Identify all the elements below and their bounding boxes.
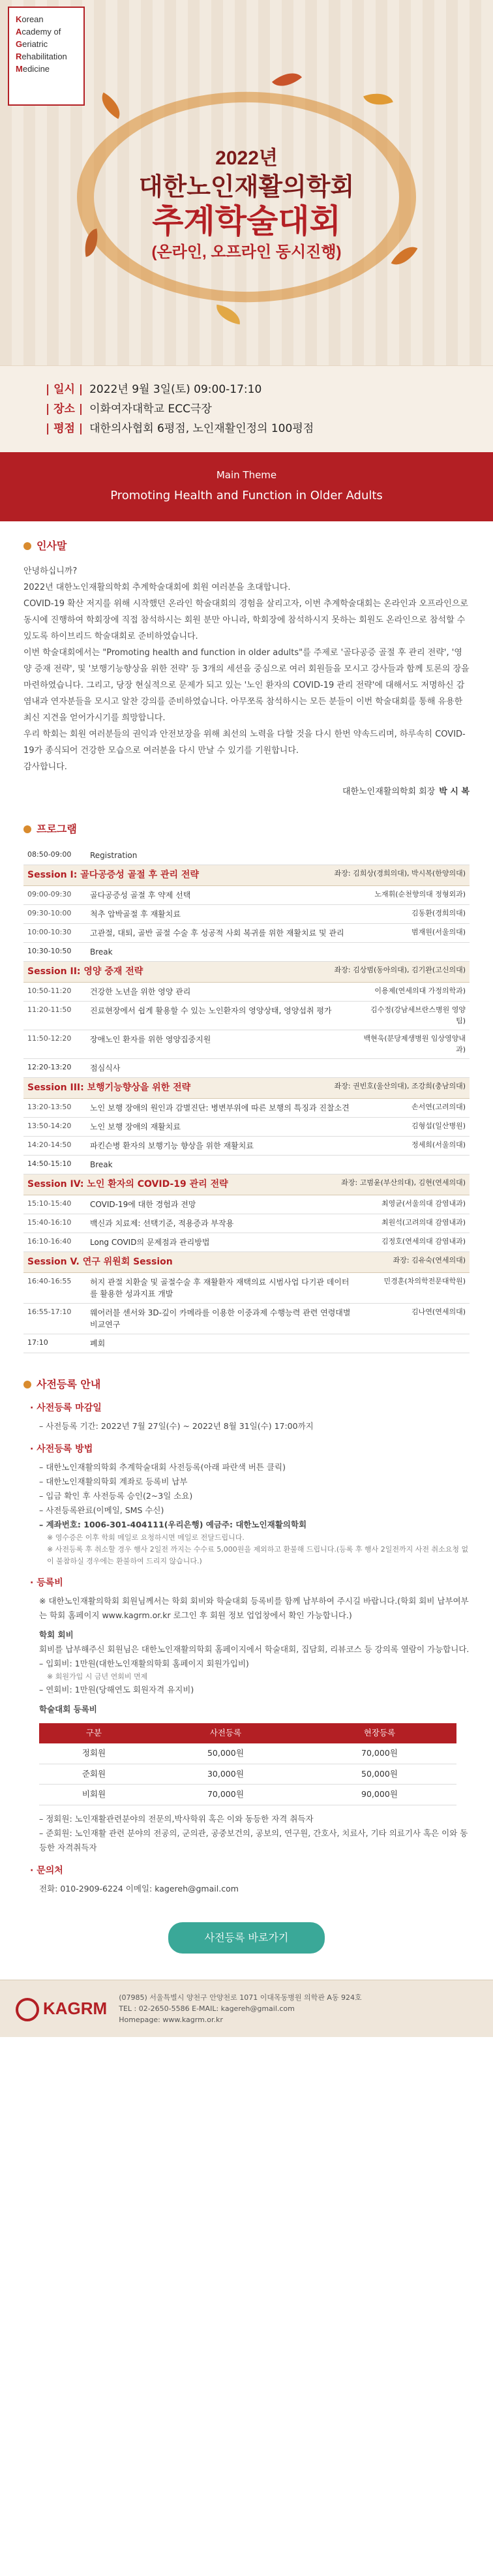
membership-title: 학회 회비: [39, 1630, 74, 1640]
program-speaker: 민경훈(차의학전문대학원): [359, 1273, 470, 1304]
hero-banner: [0, 0, 493, 365]
session-title: Session III: 보행기능향상을 위한 전략: [27, 1082, 191, 1093]
program-time: 12:20-13:20: [23, 1059, 86, 1078]
program-section: [0, 805, 493, 1360]
program-title: Registration: [86, 846, 359, 865]
session-header-row: [23, 1174, 470, 1195]
session-chair: 좌장: 고범윤(부산의대), 김현(연세의대): [341, 1178, 466, 1187]
program-title: 고관절, 대퇴, 골반 골절 수술 후 성공적 사회 복귀를 위한 재활치료 및 관리: [86, 924, 359, 943]
session-chair: 좌장: 김상범(동아의대), 김기완(고신의대): [334, 966, 466, 974]
greeting-paragraph: 안녕하십니까?: [23, 566, 78, 576]
program-time: 13:50-14:20: [23, 1118, 86, 1137]
event-subtitle: (온라인, 오프라인 동시진행): [151, 243, 342, 261]
program-speaker: 김수정(강남세브란스병원 영양팀): [359, 1002, 470, 1030]
program-title: 파킨슨병 환자의 보행기능 향상을 위한 재활치료: [86, 1137, 359, 1156]
program-title: 장애노인 환자를 위한 영양집중지원: [86, 1030, 359, 1059]
event-title: 추계학술대회: [152, 203, 341, 239]
table-row: [23, 886, 470, 905]
program-time: 13:20-13:50: [23, 1099, 86, 1118]
program-time: 14:20-14:50: [23, 1137, 86, 1156]
bullet-dot-icon: [23, 825, 31, 833]
greeting-paragraph: 2022년 대한노인재활의학회 추계학술대회에 회원 여러분을 초대합니다.: [23, 582, 291, 592]
logo-line: Rehabilitation: [16, 52, 67, 61]
program-time: 16:40-16:55: [23, 1273, 86, 1304]
session-title: Session I: 골다공증성 골절 후 관리 전략: [27, 870, 199, 880]
method-line: – 입금 확인 후 사전등록 승인(2~3일 소요): [39, 1491, 193, 1501]
logo-line: Geriatric: [16, 39, 48, 49]
session-title: Session V. 연구 위원회 Session: [27, 1257, 173, 1267]
session-title: Session IV: 노인 환자의 COVID-19 관리 전략: [27, 1179, 228, 1189]
program-time: 15:40-16:10: [23, 1214, 86, 1233]
program-time: 09:00-09:30: [23, 886, 86, 905]
program-speaker: [359, 1334, 470, 1353]
program-speaker: 정세희(서울의대): [359, 1137, 470, 1156]
table-row: [23, 1059, 470, 1078]
deadline-title: · 사전등록 마감일: [30, 1403, 102, 1413]
fee-header: 현장등록: [303, 1723, 456, 1743]
program-title: 노인 보행 장애의 재활치료: [86, 1118, 359, 1137]
program-title: 골다공증성 골절 후 약제 선택: [86, 886, 359, 905]
kagrm-logo-icon: [16, 1998, 39, 2021]
session-chair: 좌장: 김희상(경희의대), 박시복(한양의대): [334, 869, 466, 878]
membership-line: – 입회비: 1만원(대한노인재활의학회 홈페이지 회원가입비): [39, 1659, 249, 1668]
table-row: 비회원 70,000원 90,000원: [39, 1785, 456, 1805]
program-time: 14:50-15:10: [23, 1156, 86, 1174]
program-speaker: 이용제(연세의대 가정의학과): [359, 983, 470, 1002]
program-speaker: 김정호(연세의대 감염내과): [359, 1233, 470, 1252]
program-title: 백신과 치료제: 선택기준, 적용증과 부작용: [86, 1214, 359, 1233]
program-title: 허지 관절 치환술 및 골절수술 후 재활환자 재택의료 시범사업 다기관 데이터를 활용한 성과지표 개발: [86, 1273, 359, 1304]
table-row: [23, 1304, 470, 1334]
fee-header: 사전등록: [149, 1723, 303, 1743]
method-line: – 대한노인재활의학회 추계학술대회 사전등록(아래 파란색 버튼 클릭): [39, 1462, 286, 1472]
program-time: 08:50-09:00: [23, 846, 86, 865]
program-table: [23, 846, 470, 1353]
registration-section: [0, 1360, 493, 1980]
session-header-row: [23, 962, 470, 983]
session-chair: 좌장: 권빈호(울산의대), 조강희(충남의대): [334, 1082, 466, 1090]
program-time: 10:00-10:30: [23, 924, 86, 943]
table-row: [23, 1156, 470, 1174]
event-title-block: [0, 144, 493, 264]
table-row: [23, 905, 470, 924]
info-date: | 일시 | 2022년 9월 3일(토) 09:00-17:10: [46, 383, 262, 396]
logo-line: Academy of: [16, 27, 61, 37]
theme-kicker: Main Theme: [216, 469, 277, 481]
program-time: 16:55-17:10: [23, 1304, 86, 1334]
program-speaker: [359, 846, 470, 865]
table-row: [23, 983, 470, 1002]
program-title: Break: [86, 1156, 359, 1174]
program-title: 점심식사: [86, 1059, 359, 1078]
program-speaker: 김나연(연세의대): [359, 1304, 470, 1334]
program-speaker: 김동환(경희의대): [359, 905, 470, 924]
program-speaker: [359, 1059, 470, 1078]
bullet-dot-icon: [23, 542, 31, 550]
organizer-name: 대한노인재활의학회: [138, 174, 355, 201]
table-row: 정회원 50,000원 70,000원: [39, 1743, 456, 1764]
table-row: [23, 1137, 470, 1156]
method-line: – 대한노인재활의학회 계좌로 등록비 납부: [39, 1477, 188, 1486]
program-speaker: [359, 943, 470, 962]
table-row: [23, 1334, 470, 1353]
program-title: 척추 압박골절 후 재활치료: [86, 905, 359, 924]
program-title: Break: [86, 943, 359, 962]
program-title: Long COVID의 문제점과 관리방법: [86, 1233, 359, 1252]
membership-note: ※ 회원가입 시 금년 연회비 면제: [47, 1672, 148, 1681]
session-header-row: [23, 1078, 470, 1099]
fee-table: [39, 1723, 456, 1805]
program-title: 건강한 노년을 위한 영양 관리: [86, 983, 359, 1002]
table-row: [23, 1273, 470, 1304]
table-row: [23, 943, 470, 962]
table-row: [23, 1118, 470, 1137]
account-info: – 계좌번호: 1006-301-404111(우리은행) 예금주: 대한노인재활의학회: [39, 1520, 307, 1529]
program-speaker: 노재휘(순천향의대 정형외과): [359, 886, 470, 905]
table-row: [23, 1233, 470, 1252]
pre-registration-button[interactable]: 사전등록 바로가기: [168, 1922, 325, 1954]
program-time: 15:10-15:40: [23, 1195, 86, 1214]
fee-header: 구분: [39, 1723, 149, 1743]
membership-line: 회비를 납부해주신 회원님은 대한노인재활의학회 홈페이지에서 학술대회, 집담회, 리뷰코스 등 강의록 열람이 가능합니다.: [39, 1644, 470, 1654]
academy-logo: [8, 7, 85, 106]
deadline-text: – 사전등록 기간: 2022년 7월 27일(수) ~ 2022년 8월 31일(수) 17:00까지: [39, 1421, 314, 1431]
greeting-paragraph: COVID-19 확산 저지를 위해 시작했던 온라인 학술대회의 경험을 살리고자, 이번 추계학술대회는 온라인과 오프라인으로 동시에 진행하여 학회장에 직접 참석하시는 회원 분만 아니라, 학회장에 참석하시지 못하는 회원도 온라인으로 참석할 수 있도록 하이브리드 학술대회로 준비하였습니다.: [23, 598, 468, 641]
logo-line: Korean: [16, 14, 44, 24]
program-title: 웨어러블 센서와 3D-깊이 카메라를 이용한 이중과제 수행능력 관련 연령대별 비교연구: [86, 1304, 359, 1334]
program-time: 09:30-10:00: [23, 905, 86, 924]
session-title: Session II: 영양 중재 전략: [27, 966, 143, 977]
program-speaker: 최영균(서울의대 감염내과): [359, 1195, 470, 1214]
program-time: 11:20-11:50: [23, 1002, 86, 1030]
theme-title: Promoting Health and Function in Older Adults: [110, 488, 383, 502]
program-speaker: [359, 1156, 470, 1174]
table-row: [23, 1195, 470, 1214]
method-title: · 사전등록 방법: [30, 1444, 93, 1454]
greeting-paragraph: 이번 학술대회에서는 "Promoting health and function in older adults"를 주제로 '골다공증 골절 후 관리 전략', '영양 증재 전략', 및 '보행기능향상을 위한 전략' 등 3개의 세션을 중심으로 여러 회원들을 모시고 강사들과 함께 토론의 장을 마련하였습니다. 그리고, 당장 현실적으로 문제가 되고 있는 '노인 환자의 COVID-19 관리 전략'에 대해서도 저명하신 감염내과 연자분들을 모시고 알찬 강의를 준비하였습니다. 아무쪼록 참석하시는 모든 분들이 이번 학술대회를 통해 유용한 최신 지견을 얻어가시기를 희망합니다.: [23, 647, 470, 723]
table-row: [23, 846, 470, 865]
fee-table-title: 학술대회 등록비: [39, 1704, 97, 1714]
greeting-heading: 인사말: [23, 538, 470, 554]
contact-text: 전화: 010-2909-6224 이메일: kagereh@gmail.com: [39, 1884, 239, 1894]
table-row: [23, 1099, 470, 1118]
main-theme-banner: [0, 452, 493, 521]
footer-contact: (07985) 서울특별시 양천구 안양천로 1071 이대목동병원 의학관 A동 924호 TEL : 02-2650-5586 E-MAIL: kagereh@gmail.com Homepage: www.kagrm.or.kr: [119, 1993, 362, 2024]
bullet-dot-icon: [23, 1381, 31, 1388]
table-row: 준회원 30,000원 50,000원: [39, 1764, 456, 1785]
program-speaker: 최원석(고려의대 감염내과): [359, 1214, 470, 1233]
program-speaker: 손서연(고려의대): [359, 1099, 470, 1118]
session-chair: 좌장: 김유숙(연세의대): [393, 1256, 466, 1265]
table-row: [23, 1002, 470, 1030]
greeting-paragraph: 우리 학회는 회원 여러분들의 권익과 안전보장을 위해 최선의 노력을 다할 것을 다시 한번 약속드리며, 하루속히 COVID-19가 종식되어 건강한 모습으로 여러분을 다시 만날 수 있기를 기원합니다.: [23, 729, 466, 756]
registration-heading: 사전등록 안내: [23, 1377, 470, 1392]
program-title: 폐회: [86, 1334, 359, 1353]
greeting-paragraph: 감사합니다.: [23, 761, 67, 772]
program-speaker: 김형섭(일산병원): [359, 1118, 470, 1137]
leaf-icon: [214, 305, 243, 325]
program-title: 노인 보행 장애의 원인과 감별진단: 병변부위에 따른 보행의 특징과 진찰소견: [86, 1099, 359, 1118]
program-time: 10:30-10:50: [23, 943, 86, 962]
fee-definition: – 준회원: 노인재활 관련 분야의 전공의, 군의관, 공중보건의, 공보의, 연구원, 간호사, 치료사, 기타 의료기사 혹은 이와 동등한 자격취득자: [39, 1828, 468, 1852]
fee-title: · 등록비: [30, 1578, 63, 1588]
event-info: [0, 365, 493, 452]
session-header-row: [23, 865, 470, 886]
program-heading: 프로그램: [23, 821, 470, 837]
fee-line: ※ 대한노인재활의학회 회원님께서는 학회 회비와 학술대회 등록비를 함께 납부하여 주시길 바랍니다.(학회 회비 납부여부는 학회 홈페이지 www.kagrm.or.kr 로그인 후 회원 정보 업업창에서 확인 가능합니다.): [39, 1596, 469, 1620]
info-credits: | 평점 | 대한의사협회 6평점, 노인재활인정의 100평점: [46, 422, 314, 435]
membership-line: – 연회비: 1만원(당해연도 회원자격 유지비): [39, 1685, 194, 1694]
greeting-section: [0, 521, 493, 805]
program-time: 16:10-16:40: [23, 1233, 86, 1252]
leaf-icon: [272, 65, 302, 94]
footer: [0, 1980, 493, 2037]
method-note: ※ 영수증은 이후 학회 메일로 요청하시면 메일로 전달드립니다.: [47, 1533, 245, 1542]
method-note: ※ 사전등록 후 취소할 경우 행사 2일전 까지는 수수료 5,000원을 제외하고 환불해 드립니다.(등록 후 행사 2일전까지 사전 취소요청 없이 불참하실 경우에는 환불하여 드리지 않습니다.): [47, 1545, 469, 1565]
logo-line: Medicine: [16, 64, 50, 74]
greeting-signature: 대한노인재활의학회 회장 박 시 복: [342, 786, 470, 797]
program-time: 10:50-11:20: [23, 983, 86, 1002]
info-venue: | 장소 | 이화여자대학교 ECC극장: [46, 403, 212, 416]
program-speaker: 백현욱(분당제생병원 임상영양내과): [359, 1030, 470, 1059]
table-row: [23, 1030, 470, 1059]
session-header-row: [23, 1252, 470, 1273]
program-time: 11:50-12:20: [23, 1030, 86, 1059]
table-row: [23, 924, 470, 943]
program-speaker: 범재원(서울의대): [359, 924, 470, 943]
method-line: – 사전등록완료(이메일, SMS 수신): [39, 1505, 164, 1515]
program-title: 진료현장에서 쉽게 활용할 수 있는 노인환자의 영양상태, 영양섭취 평가: [86, 1002, 359, 1030]
footer-logo: KAGRM: [16, 1996, 107, 2021]
program-time: 17:10: [23, 1334, 86, 1353]
fee-definition: – 정회원: 노인재활관련분야의 전문의,박사학위 혹은 이와 동등한 자격 취득자: [39, 1814, 314, 1824]
table-row: [23, 1214, 470, 1233]
event-year: 2022년: [215, 147, 278, 169]
leaf-icon: [96, 93, 127, 119]
leaf-icon: [363, 87, 393, 111]
contact-title: · 문의처: [30, 1865, 63, 1876]
program-title: COVID-19에 대한 경험과 전망: [86, 1195, 359, 1214]
